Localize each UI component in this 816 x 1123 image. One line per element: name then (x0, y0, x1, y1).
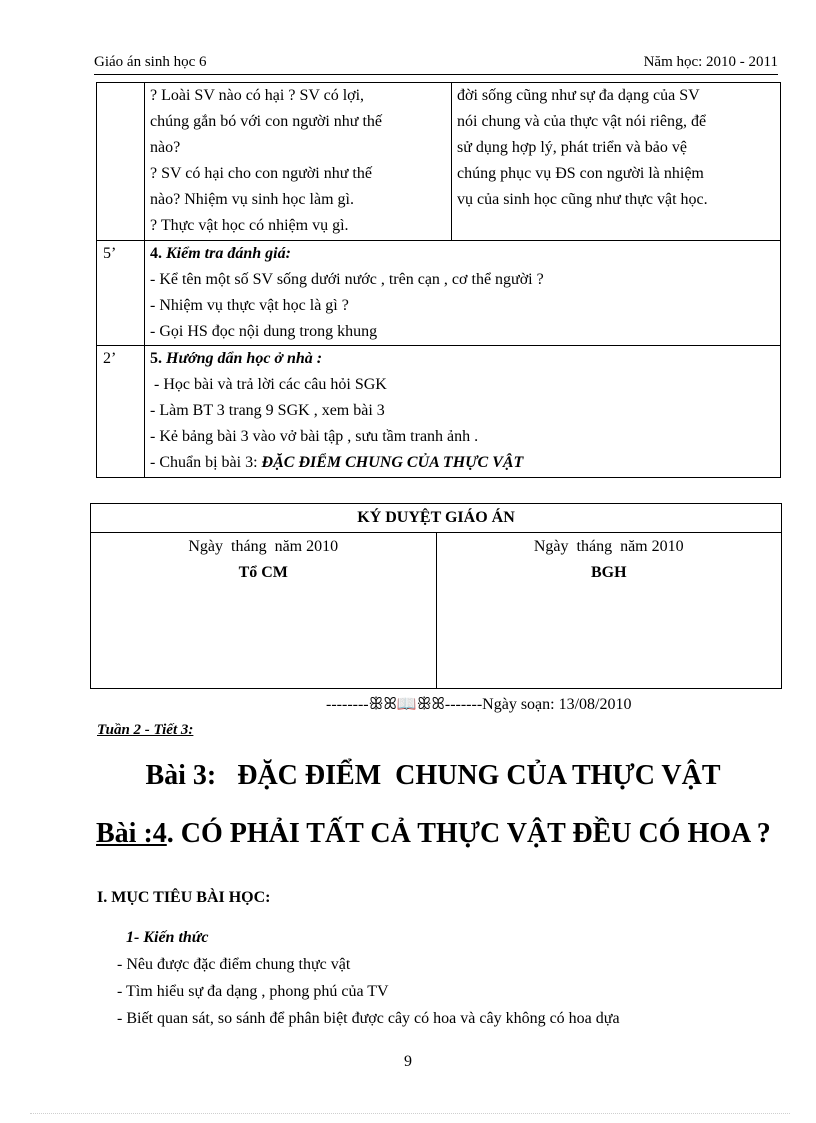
header-school-year: Năm học: 2010 - 2011 (643, 54, 778, 70)
lesson-title-2-text: . CÓ PHẢI TẤT CẢ THỰC VẬT ĐỀU CÓ HOA ? (166, 818, 771, 849)
answer-line: sử dụng hợp lý, phát triển và bảo vệ (457, 139, 687, 156)
section-heading (150, 346, 780, 372)
question-line: chúng gắn bó với con người như thế (150, 113, 383, 130)
question-line: ? SV có hại cho con người như thế (150, 165, 372, 182)
section-heading-text: Kiểm tra đánh giá: (166, 245, 291, 262)
approval-right (436, 533, 782, 689)
question-line: ? Loài SV nào có hại ? SV có lợi, (150, 87, 365, 104)
homework-prefix: - Chuẩn bị bài 3: (150, 454, 262, 471)
time-cell: 2’ (97, 346, 145, 478)
section-heading-text: Hướng dẩn học ở nhà : (166, 350, 323, 367)
knowledge-heading: 1- Kiến thức (126, 929, 209, 946)
homework-line: - Làm BT 3 trang 9 SGK , xem bài 3 (150, 402, 385, 419)
header-subject: Giáo án sinh học 6 (94, 54, 207, 70)
answers-cell (452, 83, 781, 241)
lesson-title: Bài 3: ĐẶC ĐIỂM CHUNG CỦA THỰC VẬT (145, 760, 721, 791)
homework-line: - Kẻ bảng bài 3 vào vở bài tập , sưu tầm tranh ảnh . (150, 428, 479, 445)
table-row (97, 346, 781, 478)
approval-left (91, 533, 437, 689)
table-row (97, 241, 781, 346)
approval-role: BGH (590, 564, 627, 581)
assessment-line: - Gọi HS đọc nội dung trong khung (150, 323, 378, 340)
assessment-line: - Nhiệm vụ thực vật học là gì ? (150, 297, 349, 314)
questions-cell (145, 83, 452, 241)
time-cell (97, 83, 145, 241)
approval-date: Ngày tháng năm 2010 (188, 538, 339, 555)
answer-line: vụ của sinh học cũng như thực vật học. (457, 191, 708, 208)
question-line: ? Thực vật học có nhiệm vụ gì. (150, 217, 349, 234)
table-row (97, 83, 781, 241)
question-line: nào? Nhiệm vụ sinh học làm gì. (150, 191, 354, 208)
answer-line: đời sống cũng như sự đa dạng của SV (457, 87, 700, 104)
section-number: 5. (150, 350, 162, 367)
page-number: 9 (404, 1053, 412, 1070)
approval-role: Tổ CM (238, 564, 288, 581)
list-item: - Tìm hiểu sự đa dạng , phong phú của TV (117, 983, 389, 1000)
week-lesson-label: Tuần 2 - Tiết 3: (97, 722, 194, 738)
lesson-title-2 (96, 818, 771, 850)
question-line: nào? (150, 139, 181, 156)
objectives-heading: I. MỤC TIÊU BÀI HỌC: (97, 889, 271, 906)
assessment-cell (145, 241, 781, 346)
section-heading (150, 241, 780, 267)
answer-line: nói chung và của thực vật nói riêng, để (457, 113, 707, 130)
date-separator: --------ꕥꕤ📖ꕥꕤ-------Ngày soạn: 13/08/2010 (326, 696, 632, 713)
approval-date: Ngày tháng năm 2010 (533, 538, 684, 555)
next-lesson-title: ĐẶC ĐIỂM CHUNG CỦA THỰC VẬT (261, 454, 524, 471)
assessment-line: - Kể tên một số SV sống dưới nước , trên cạn , cơ thể người ? (150, 271, 544, 288)
time-cell: 5’ (97, 241, 145, 346)
section-number: 4. (150, 245, 162, 262)
answer-line: chúng phục vụ ĐS con người là nhiệm (457, 165, 704, 182)
list-item: - Nêu được đặc điểm chung thực vật (117, 956, 351, 973)
lesson-number: Bài :4 (96, 818, 167, 849)
homework-line (150, 450, 780, 476)
page-bottom-edge (30, 1113, 790, 1114)
homework-cell (145, 346, 781, 478)
homework-line: - Học bài và trả lời các câu hỏi SGK (150, 376, 387, 393)
approval-box (90, 503, 782, 689)
page-header (94, 52, 778, 75)
approval-title: KÝ DUYỆT GIÁO ÁN (91, 504, 782, 533)
list-item: - Biết quan sát, so sánh để phân biệt được cây có hoa và cây không có hoa dựa (117, 1010, 620, 1027)
lesson-plan-table (96, 82, 781, 478)
